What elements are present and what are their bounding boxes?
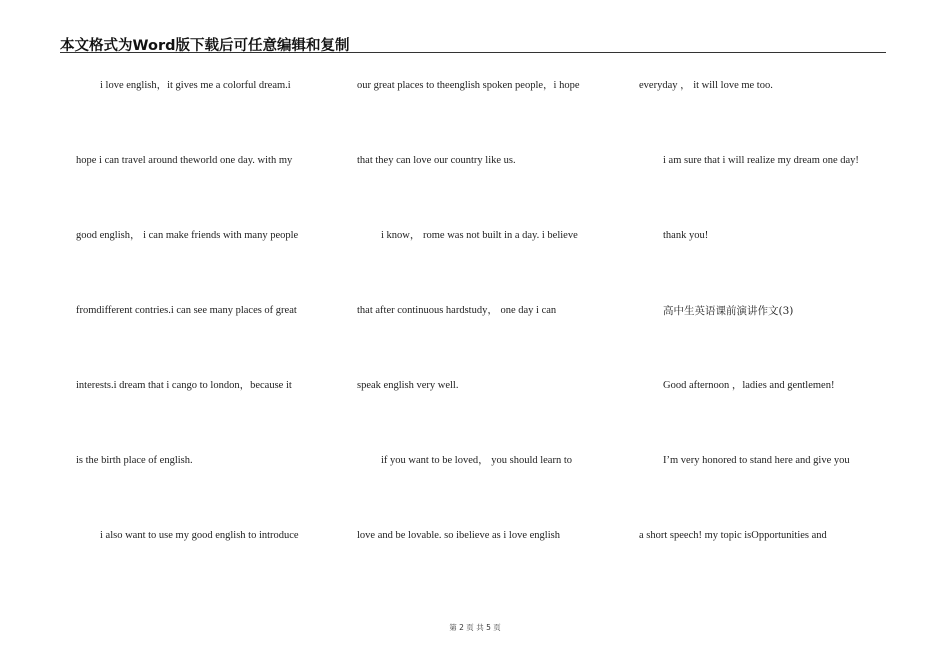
text-line: our great places to theenglish spoken people，i hope [357, 80, 580, 91]
text-line: good english， i can make friends with many people [76, 230, 299, 241]
text-line: love and be lovable. so ibelieve as i love english [357, 530, 560, 541]
text-line: i love english，it gives me a colorful dream.i [100, 80, 291, 91]
page-number: 第 2 页 共 5 页 [449, 623, 501, 632]
text-line: is the birth place of english. [76, 455, 193, 466]
text-line: that after continuous hardstudy， one day i can [357, 305, 557, 316]
text-line: a short speech! my topic isOpportunities and [639, 530, 827, 541]
header-divider [60, 52, 886, 53]
text-line: hope i can travel around theworld one day. with my [76, 155, 293, 166]
document-header-title: 本文格式为Word版下载后可任意编辑和复制 [60, 38, 350, 54]
text-line: speak english very well. [357, 380, 459, 391]
text-line: Good afternoon ，ladies and gentlemen! [663, 380, 835, 391]
text-line: I’m very honored to stand here and give you [663, 455, 850, 466]
text-line: everyday ， it will love me too. [639, 80, 773, 91]
text-line: thank you! [663, 230, 709, 241]
text-line: fromdifferent contries.i can see many places of great [76, 305, 297, 316]
text-line: i know， rome was not built in a day. i believe [381, 230, 578, 241]
text-line: i also want to use my good english to introduce [100, 530, 299, 541]
text-line: that they can love our country like us. [357, 155, 516, 166]
section-heading: 高中生英语课前演讲作文(3) [663, 305, 794, 317]
text-line: i am sure that i will realize my dream one day! [663, 155, 859, 166]
text-line: if you want to be loved， you should learn to [381, 455, 573, 466]
text-line: interests.i dream that i cango to london，because it [76, 380, 292, 391]
